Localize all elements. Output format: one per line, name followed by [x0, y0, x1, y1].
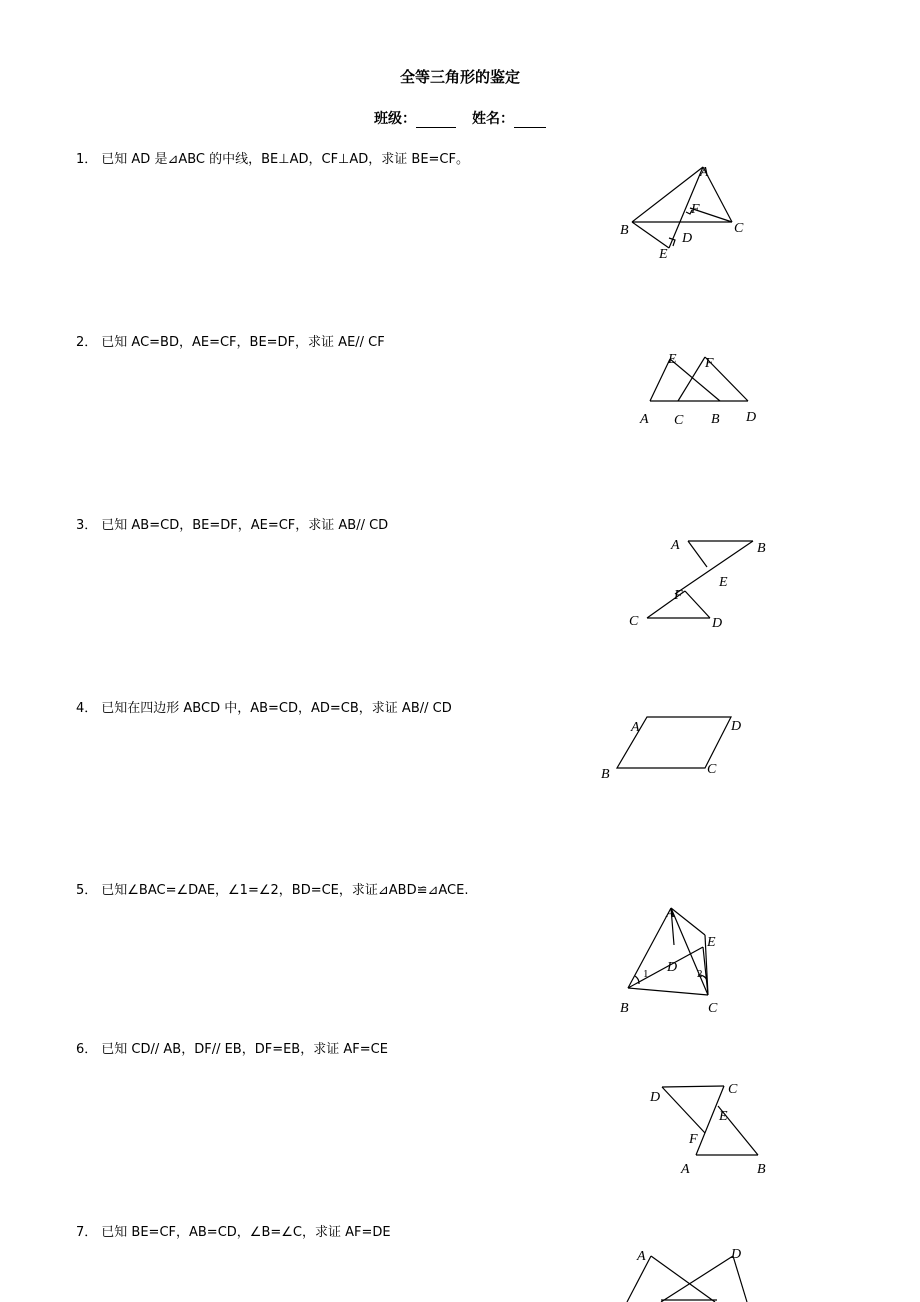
problem-text: 已知 AB=CD，BE=DF，AE=CF，求证 AB// CD — [101, 518, 389, 533]
label-B: B — [711, 412, 720, 427]
name-blank — [514, 113, 546, 128]
label-2: 2 — [697, 968, 703, 980]
label-E: E — [719, 575, 728, 590]
label-A: A — [700, 165, 709, 180]
figure-2 — [630, 345, 780, 435]
label-D: D — [682, 231, 693, 246]
problem-text: 已知 AC=BD，AE=CF，BE=DF，求证 AE// CF — [101, 335, 385, 350]
label-D: D — [731, 1247, 742, 1262]
label-E: E — [668, 352, 677, 367]
label-C: C — [707, 762, 717, 777]
problem-text: 已知 AD 是⊿ABC 的中线，BE⊥AD，CF⊥AD，求证 BE=CF。 — [101, 152, 469, 167]
problem-number: 3． — [76, 518, 98, 533]
label-F: F — [674, 588, 683, 603]
problem-1 — [76, 148, 469, 167]
figure-3 — [620, 530, 780, 635]
figure-1 — [610, 160, 770, 260]
figure-7 — [615, 1240, 765, 1302]
label-A: A — [681, 1162, 690, 1177]
label-C: C — [674, 413, 684, 428]
problem-number: 1． — [76, 152, 98, 167]
problem-6 — [76, 1038, 388, 1057]
label-F: F — [705, 356, 714, 371]
class-label: 班级： — [374, 111, 416, 127]
problem-5 — [76, 879, 468, 898]
problem-text: 已知∠BAC=∠DAE，∠1=∠2，BD=CE，求证⊿ABD≌⊿ACE. — [101, 883, 469, 898]
label-A: A — [666, 906, 675, 921]
problem-4 — [76, 697, 452, 716]
label-B: B — [620, 223, 629, 238]
label-1: 1 — [643, 968, 649, 980]
problem-number: 5． — [76, 883, 98, 898]
label-D: D — [731, 719, 742, 734]
problem-number: 7． — [76, 1225, 98, 1240]
label-B: B — [757, 541, 766, 556]
label-A: A — [637, 1249, 646, 1264]
label-D: D — [746, 410, 757, 425]
figure-6 — [640, 1075, 780, 1180]
label-C: C — [728, 1082, 738, 1097]
figure-4 — [595, 705, 765, 790]
label-C: C — [629, 614, 639, 629]
problem-text: 已知 BE=CF，AB=CD，∠B=∠C，求证 AF=DE — [101, 1225, 391, 1240]
label-C: C — [734, 221, 744, 236]
problem-2 — [76, 331, 385, 350]
label-D: D — [712, 616, 723, 631]
problem-3 — [76, 514, 388, 533]
class-blank — [416, 113, 456, 128]
label-A: A — [631, 720, 640, 735]
label-F: F — [691, 202, 700, 217]
class-name-line — [0, 108, 920, 128]
label-F: F — [689, 1132, 698, 1147]
label-E: E — [659, 247, 668, 262]
label-A: A — [671, 538, 680, 553]
problem-number: 6． — [76, 1042, 98, 1057]
name-label: 姓名： — [472, 111, 514, 127]
label-D: D — [650, 1090, 661, 1105]
label-E: E — [707, 935, 716, 950]
label-B: B — [620, 1001, 629, 1016]
problem-text: 已知在四边形 ABCD 中，AB=CD，AD=CB，求证 AB// CD — [101, 701, 452, 716]
problem-number: 2． — [76, 335, 98, 350]
label-A: A — [640, 412, 649, 427]
label-B: B — [757, 1162, 766, 1177]
problem-text: 已知 CD// AB，DF// EB，DF=EB，求证 AF=CE — [101, 1042, 388, 1057]
label-B: B — [601, 767, 610, 782]
figure-5 — [605, 900, 745, 1020]
label-D: D — [667, 960, 678, 975]
problem-number: 4． — [76, 701, 98, 716]
problem-7 — [76, 1221, 391, 1240]
label-C: C — [708, 1001, 718, 1016]
page-title: 全等三角形的鉴定 — [399, 68, 520, 86]
label-E: E — [719, 1109, 728, 1124]
